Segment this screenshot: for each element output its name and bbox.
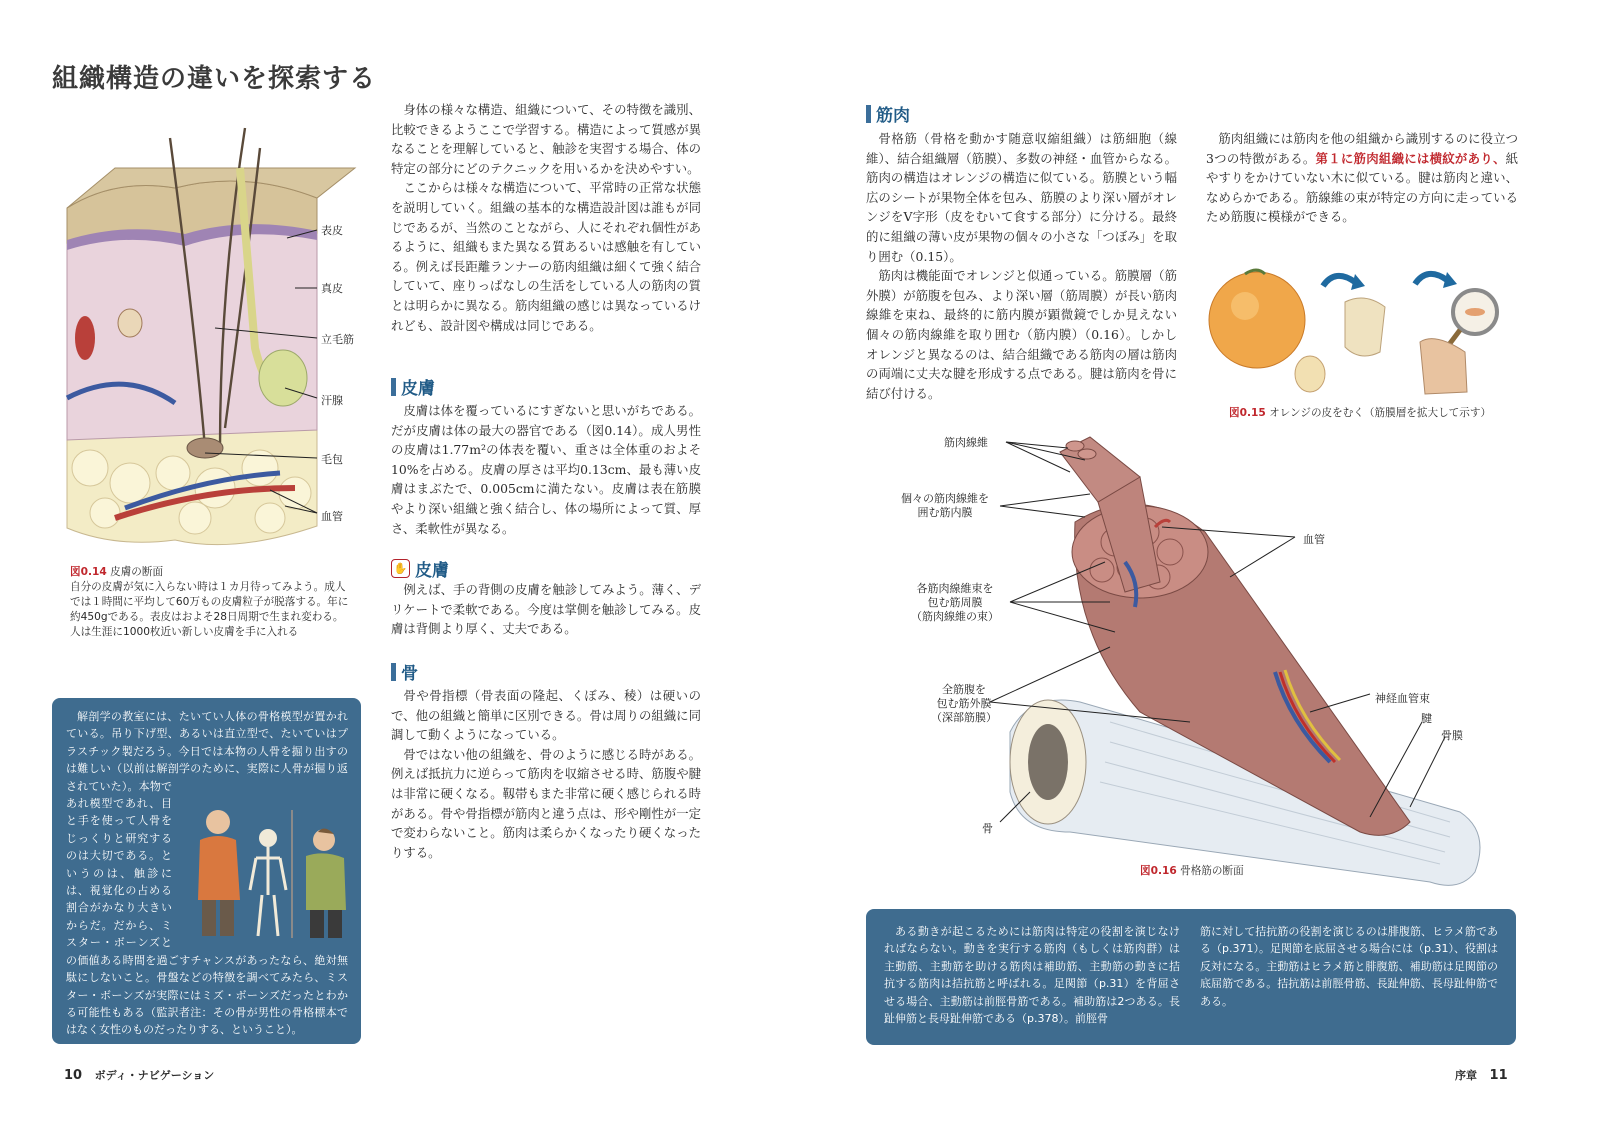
page-title: 組織構造の違いを探索する: [52, 64, 377, 94]
muscle-paragraph-2: 筋肉は機能面でオレンジと似通っている。筋膜層（筋外膜）が筋腹を包み、より深い層（筋周膜）が長い筋肉線維を束ね、最終的に筋内膜が顕微鏡でしか見えない個々の筋肉線維を取り囲む（筋内膜）（0.16）。しかしオレンジと異なるのは、結合組織である筋肉の層は筋肉の両端に丈夫な腱を形成する点である。腱は筋肉を骨に結び付ける。: [866, 268, 1177, 401]
muscle-roles-box: [866, 909, 1516, 1045]
figure-title: 皮膚の断面: [110, 566, 164, 578]
label-epidermis: 表皮: [321, 224, 343, 237]
footer-left: [64, 1067, 214, 1083]
label-vessel: 血管: [1303, 533, 1325, 546]
figure-0-14-caption: [70, 565, 353, 640]
page-number-right: 11: [1489, 1068, 1508, 1083]
label-dermis: 真皮: [321, 282, 343, 295]
muscle-p3-before: 筋肉組織には筋肉を他の組織から識別するのに役立つ3つの特徴がある。: [1206, 131, 1518, 166]
muscle-paragraph-3: [1206, 129, 1518, 227]
skeleton-note-flow: [66, 708, 348, 1038]
skin-text: [391, 401, 701, 538]
label-sweat-gland: 汗腺: [321, 394, 343, 407]
section-heading-muscle-label: 筋肉: [876, 106, 910, 126]
section-heading-skin-label: 皮膚: [401, 379, 435, 399]
figure-0-15-caption: [1229, 406, 1491, 421]
label-endomysium: 個々の筋肉線維を 囲む筋内膜: [901, 492, 989, 519]
page-number-left: 10: [64, 1068, 83, 1083]
muscle-paragraph-1: 骨格筋（骨格を動かす随意収縮組織）は筋細胞（線維）、結合組織層（筋膜）、多数の神経・血管からなる。筋肉の構造はオレンジの構造に似ている。筋膜という幅広のシートが果物全体を包み、筋膜のより深い層がオレンジをV字形（皮をむいて食する部分）に分ける。最終的に組織の薄い皮が果物の個々の小さな「つぼみ」を取り囲む（0.15）。: [866, 131, 1177, 264]
bone-paragraph-2: 骨ではない他の組織を、骨のように感じる時がある。例えば抵抗力に逆らって筋肉を収縮させる時、筋腹や腱は非常に硬くなる。靱帯もまた非常に硬く感じられる時がある。骨や骨指標が筋肉と違う点は、形や剛性が一定で変わらないこと。筋肉は柔らかくなったり硬くなったりする。: [391, 746, 701, 860]
section-heading-skin-palpation-label: 皮膚: [415, 561, 449, 581]
bone-text: [391, 686, 701, 862]
skeletal-muscle-illustration: [990, 432, 1500, 892]
book-title: ボディ・ナビゲーション: [94, 1069, 215, 1082]
orange-peeling-illustration: [1205, 262, 1505, 402]
heading-bar: [866, 105, 871, 123]
section-heading-bone: [391, 659, 418, 684]
figure-number: 図0.14: [70, 566, 107, 578]
figure-caption-text: 自分の皮膚が気に入らない時は１カ月待ってみよう。成人では１時間に平均して60万もの皮膚粒子が脱落する。年に約450gである。表皮はおよそ28日周期で生まれ変わる。人は生涯に1000枚近い新しい皮膚を手に入れる: [70, 581, 349, 638]
section-heading-bone-label: 骨: [401, 664, 418, 684]
intro-text: [391, 100, 701, 335]
heading-bar: [391, 378, 396, 396]
figure-0-16-caption: [1140, 864, 1244, 879]
section-heading-skin: [391, 374, 435, 399]
muscle-text-col2: [1206, 129, 1518, 227]
muscle-text-col1: [866, 129, 1177, 401]
label-bone: 骨: [982, 822, 993, 835]
muscle-roles-right: 筋に対して拮抗筋の役割を演じるのは腓腹筋、ヒラメ筋である（p.371）。足関節を底屈させる場合には（p.31）、役割は反対になる。主動筋はヒラメ筋と腓腹筋、補助筋は足関節の底屈筋である。拮抗筋は前脛骨筋、長趾伸筋、長母趾伸筋である。: [1200, 925, 1498, 1008]
label-muscle-fiber: 筋肉線維: [944, 436, 988, 449]
heading-bar: [391, 663, 396, 681]
label-epimysium: 全筋腹を 包む筋外膜 （深部筋膜）: [931, 683, 997, 724]
section-heading-muscle: [866, 101, 910, 126]
intro-paragraph-2: ここからは様々な構造について、平常時の正常な状態を説明していく。組織の基本的な構造設計図は誰もが同じであるが、当然のことながら、人にそれぞれ個性があるように、組織もまた異なる質あるいは感触を有している。例えば長距離ランナーの筋肉組織は細くて強く結合していて、座りっぱなしの生活をしている人の筋肉の質とは明らかに異なる。筋肉組織の感じは異なっているけれども、設計図や構成は同じである。: [391, 180, 701, 333]
label-neurovascular-bundle: 神経血管束: [1375, 692, 1430, 705]
section-heading-skin-palpation: [391, 556, 449, 581]
label-perimysium: 各筋肉線維束を 包む筋周膜 （筋肉線維の束）: [911, 582, 999, 623]
figure-title: 骨格筋の断面: [1180, 865, 1244, 877]
footer-right: [1455, 1067, 1508, 1083]
label-hair-follicle: 毛包: [321, 453, 343, 466]
figure-number: 図0.16: [1140, 865, 1177, 877]
label-arrector-pili: 立毛筋: [321, 333, 354, 346]
skeleton-note-text-body: 解剖学の教室には、たいてい人体の骨格模型が置かれている。吊り下げ型、あるいは直立型で、たいていはプラスチック製だろう。今日では本物の人骨を掘り出すのは難しい（以前は解剖学のために、実際に人骨が掘り返されていた）。本物であれ模型であれ、目と手を使って人骨をじっくりと研究するのは大切である。というのは、触診には、視覚化の占める割合がかなり大きいからだ。だから、ミスター・ボーンズとの価値ある時間を過ごすチャンスがあったなら、絶対無駄にしないこと。骨盤などの特徴を調べてみたら、ミスター・ボーンズが実際にはミズ・ボーンズだったとわかる可能性もある（監訳者注：その骨が男性の骨格標本ではなく女性のものだったりする、ということ）。: [66, 710, 348, 1037]
muscle-p3-after: 紙やすりをかけていない木に似ている。腱は筋肉と違い、なめらかである。筋線維の束が特定の方向に走っているため筋腹に模様ができる。: [1206, 150, 1519, 225]
skin-palpation-paragraph: 例えば、手の背側の皮膚を触診してみよう。薄く、デリケートで柔軟である。今度は掌側を触診してみる。皮膚は背側より厚く、丈夫である。: [391, 582, 701, 637]
skin-paragraph: 皮膚は体を覆っているにすぎないと思いがちである。だが皮膚は体の最大の器官である（図0.14）。成人男性の皮膚は1.77m²の体表を覆い、重さは全体重のおよそ10%を占める。皮膚の厚さは平均0.13cm、最も薄い皮膚はまぶたで、0.005cmに満たない。皮膚は表在筋膜やより深い組織と強く結合し、体の場所によって質、厚さ、柔軟性が異なる。: [391, 403, 701, 536]
hand-icon: ✋: [391, 559, 410, 578]
intro-paragraph-1: 身体の様々な構造、組織について、その特徴を識別、比較できるようここで学習する。構造によって質感が異なることを理解していると、触診を実習する場合、体の特定の部分にどのテクニックを用いるかを決めやすい。: [391, 102, 701, 176]
bone-paragraph-1: 骨や骨指標（骨表面の隆起、くぼみ、稜）は硬いので、他の組織と簡単に区別できる。骨は周りの組織に同調して動くようになっている。: [391, 688, 701, 743]
chapter-name: 序章: [1455, 1069, 1477, 1082]
skin-palpation-text: [391, 580, 701, 639]
muscle-p3-highlight: 第１に筋肉組織には横紋があり、: [1315, 150, 1506, 166]
label-blood-vessel: 血管: [321, 510, 343, 523]
label-tendon: 腱: [1421, 712, 1432, 725]
label-periosteum: 骨膜: [1441, 729, 1463, 742]
muscle-roles-left: ある動きが起こるためには筋肉は特定の役割を演じなければならない。動きを実行する筋肉（もしくは筋肉群）は主動筋、主動筋を助ける筋肉は補助筋、主動筋の動きに拮抗する筋肉は拮抗筋と呼ばれる。足関節（p.31）を背屈させる場合、主動筋は前脛骨筋である。補助筋は2つある。長趾伸筋と長母趾伸筋である（p.378）。前脛骨: [884, 925, 1180, 1026]
figure-title: オレンジの皮をむく（筋膜層を拡大して示す）: [1269, 407, 1492, 419]
figure-number: 図0.15: [1229, 407, 1266, 419]
